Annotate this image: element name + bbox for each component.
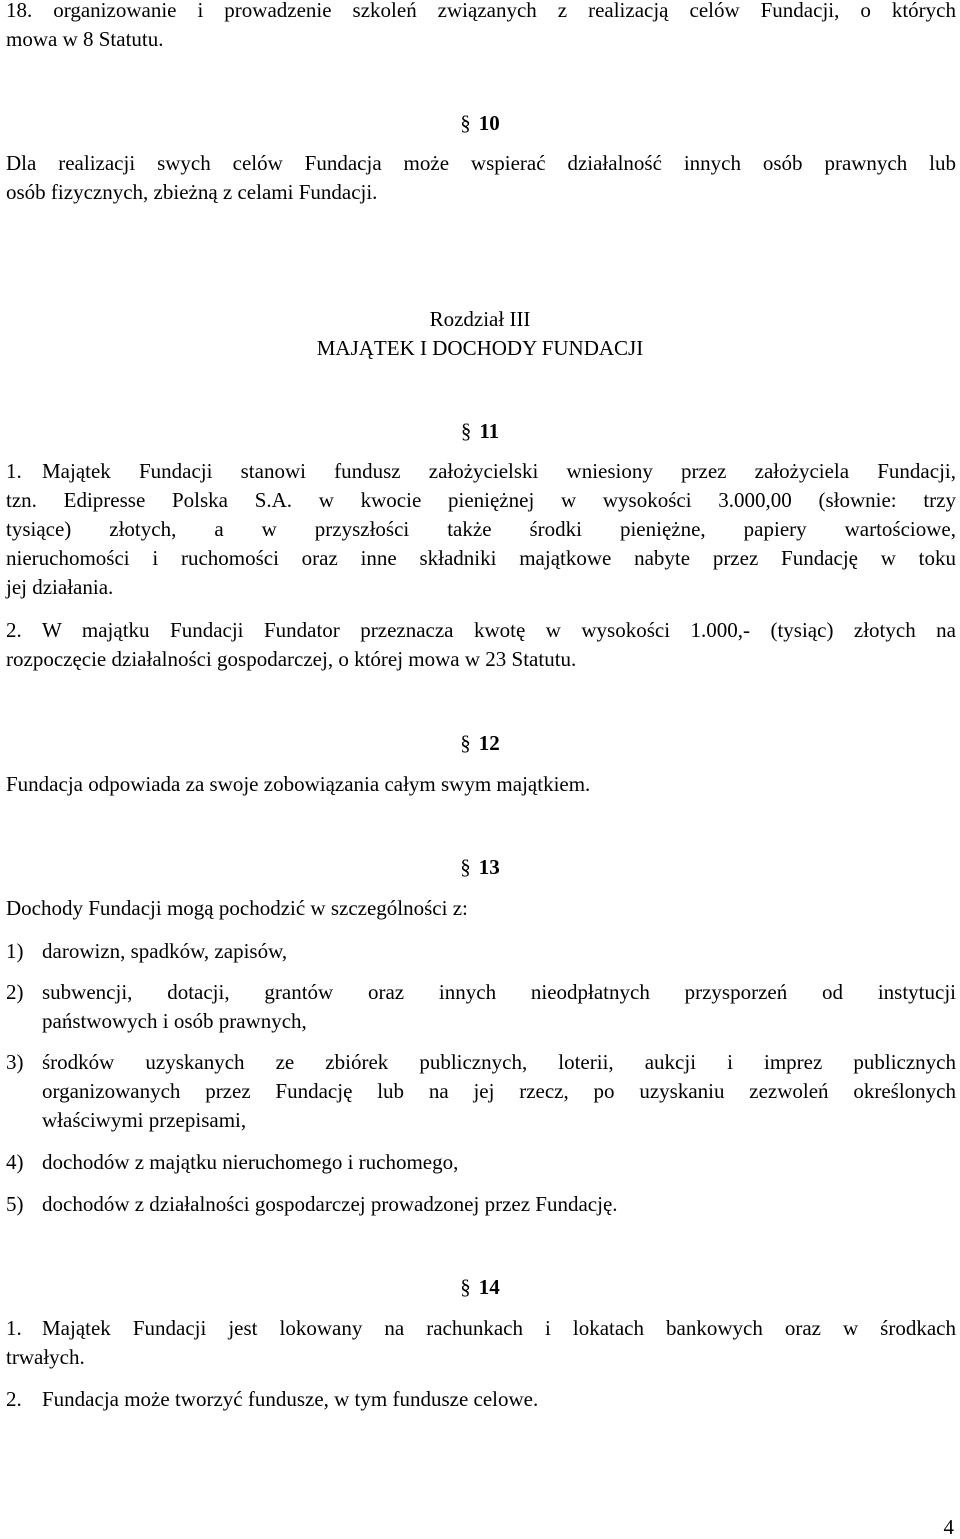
section-13-heading — [0, 854, 960, 880]
chapter-number: Rozdział III — [429, 307, 531, 331]
section-12-text: Fundacja odpowiada za swoje zobowiązania całym swym majątkiem. — [6, 772, 591, 796]
section-13-item-3-line-1: środków uzyskanych ze zbiórek publicznych, loterii, aukcji i imprez publicznych — [42, 1050, 956, 1074]
section-number: 11 — [479, 419, 500, 443]
section-10-heading — [0, 110, 960, 136]
section-sign: § — [460, 731, 471, 755]
section-12-heading — [0, 730, 960, 756]
section-13-item-2-line-2: państwowych i osób prawnych, — [42, 1009, 307, 1033]
section-number: 14 — [478, 1275, 500, 1299]
chapter-title: MAJĄTEK I DOCHODY FUNDACJI — [316, 336, 644, 360]
item-18-line-1: 18. organizowanie i prowadzenie szkoleń związanych z realizacją celów Fundacji, o których — [6, 0, 956, 22]
section-sign: § — [460, 1275, 471, 1299]
page-number: 4 — [943, 1515, 954, 1539]
section-14-p1-line-1: Majątek Fundacji jest lokowany na rachunkach i lokatach bankowych oraz w środkach — [42, 1316, 956, 1340]
section-10-text-line-1: Dla realizacji swych celów Fundacja może wspierać działalność innych osób prawnych lub — [6, 151, 956, 175]
section-11-heading — [0, 418, 960, 444]
section-10-text-line-2: osób fizycznych, zbieżną z celami Fundacji. — [6, 180, 378, 204]
section-14-p1-line-2: trwałych. — [6, 1345, 85, 1369]
section-11-p1-line-4: nieruchomości i ruchomości oraz inne składniki majątkowe nabyte przez Fundację w toku — [6, 546, 956, 570]
section-13-item-1: darowizn, spadków, zapisów, — [42, 939, 288, 963]
section-14-heading — [0, 1274, 960, 1300]
paragraph-number: 2. — [6, 1387, 22, 1411]
paragraph-number: 1. — [6, 459, 22, 483]
list-item-number: 3) — [6, 1050, 24, 1074]
section-11-p2-line-1: W majątku Fundacji Fundator przeznacza kwotę w wysokości 1.000,- (tysiąc) złotych na — [42, 618, 956, 642]
section-number: 13 — [478, 855, 500, 879]
section-13-item-5: dochodów z działalności gospodarczej prowadzonej przez Fundację. — [42, 1192, 618, 1216]
section-13-item-3-line-3: właściwymi przepisami, — [42, 1108, 247, 1132]
list-item-number: 5) — [6, 1192, 24, 1216]
section-sign: § — [460, 111, 471, 135]
section-sign: § — [460, 855, 471, 879]
paragraph-number: 2. — [6, 618, 22, 642]
section-13-item-2-line-1: subwencji, dotacji, grantów oraz innych nieodpłatnych przysporzeń od instytucji — [42, 980, 956, 1004]
list-item-number: 4) — [6, 1150, 24, 1174]
section-11-p1-line-2: tzn. Edipresse Polska S.A. w kwocie pieniężnej w wysokości 3.000,00 (słownie: trzy — [6, 488, 956, 512]
section-11-p1-line-5: jej działania. — [6, 575, 114, 599]
section-number: 12 — [478, 731, 500, 755]
list-item-number: 1) — [6, 939, 24, 963]
section-sign: § — [460, 419, 472, 443]
section-11-p2-line-2: rozpoczęcie działalności gospodarczej, o której mowa w 23 Statutu. — [6, 647, 577, 671]
list-item-number: 2) — [6, 980, 24, 1004]
section-13-item-4: dochodów z majątku nieruchomego i ruchomego, — [42, 1150, 459, 1174]
section-14-p2-line-1: Fundacja może tworzyć fundusze, w tym fundusze celowe. — [42, 1387, 539, 1411]
item-18-line-2: mowa w 8 Statutu. — [6, 27, 164, 51]
section-11-p1-line-3: tysiące) złotych, a w przyszłości także środki pieniężne, papiery wartościowe, — [6, 517, 956, 541]
section-13-intro: Dochody Fundacji mogą pochodzić w szczególności z: — [6, 896, 468, 920]
paragraph-number: 1. — [6, 1316, 22, 1340]
section-number: 10 — [478, 111, 500, 135]
section-13-item-3-line-2: organizowanych przez Fundację lub na jej rzecz, po uzyskaniu zezwoleń określonych — [42, 1079, 956, 1103]
section-11-p1-line-1: Majątek Fundacji stanowi fundusz założycielski wniesiony przez założyciela Fundacji, — [42, 459, 956, 483]
